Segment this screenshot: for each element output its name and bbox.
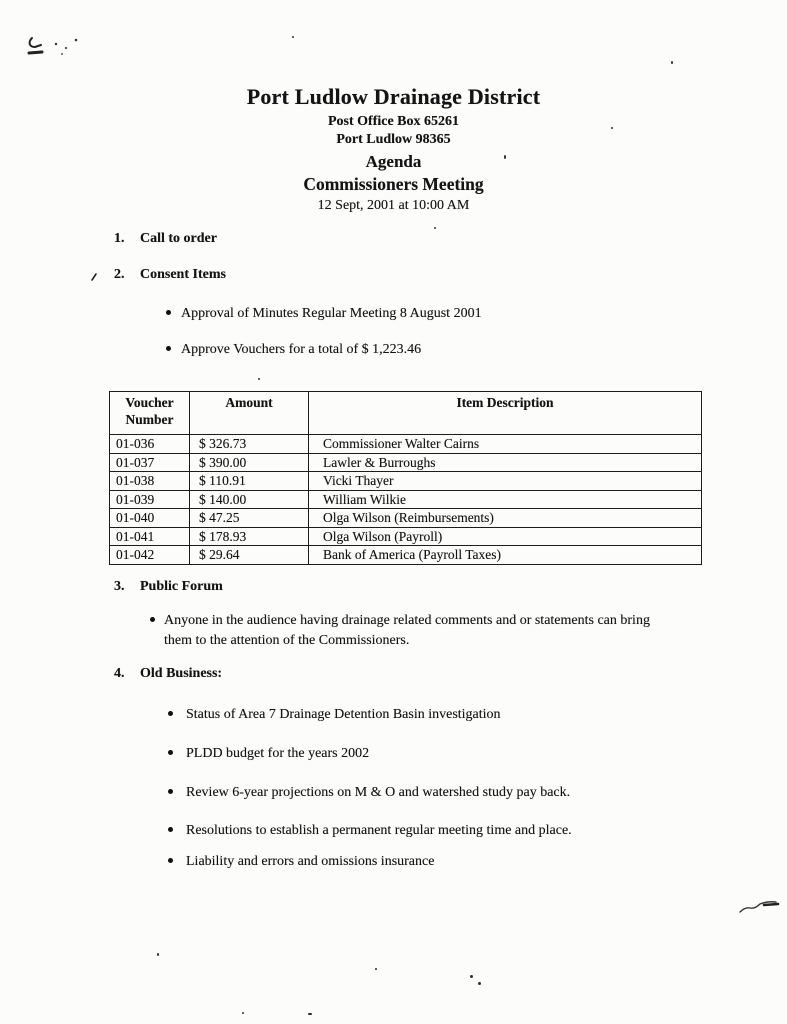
amount-cell: $ 29.64 — [190, 546, 309, 565]
voucher-table-header — [110, 392, 702, 435]
voucher-number-cell: 01-039 — [110, 490, 190, 509]
bullet-text: Status of Area 7 Drainage Detention Basin investigation — [186, 707, 501, 722]
voucher-number-cell: 01-040 — [110, 509, 190, 528]
amount-cell: $ 178.93 — [190, 527, 309, 546]
bullet-text: PLDD budget for the years 2002 — [186, 746, 370, 761]
bullet-icon — [166, 310, 171, 315]
voucher-number-cell: 01-037 — [110, 453, 190, 472]
bullet-icon — [150, 617, 155, 622]
col-header-amount: Amount — [190, 392, 309, 435]
bullet-item — [166, 304, 482, 324]
table-row — [110, 453, 702, 472]
scan-speck — [242, 1012, 244, 1014]
bullet-icon — [166, 346, 171, 351]
col-header-voucher-number: Voucher Number — [110, 392, 190, 435]
voucher-number-cell: 01-036 — [110, 435, 190, 454]
item-number: 4. — [114, 666, 125, 681]
voucher-table — [109, 391, 702, 565]
item-description-cell: Olga Wilson (Payroll) — [309, 527, 702, 546]
agenda-item-3 — [114, 579, 223, 595]
tick-mark-left-of-item-2 — [90, 272, 98, 282]
bullet-item — [168, 783, 570, 803]
table-row — [110, 527, 702, 546]
po-box-line: Post Office Box 65261 — [327, 114, 460, 129]
bullet-icon — [168, 750, 173, 755]
bullet-text: Approval of Minutes Regular Meeting 8 August 2001 — [181, 306, 482, 321]
city-zip-line: Port Ludlow 98365 — [336, 132, 451, 147]
bullet-text: Resolutions to establish a permanent regular meeting time and place. — [186, 823, 572, 838]
bullet-item — [168, 705, 501, 725]
doc-type-label: Agenda — [365, 152, 422, 171]
amount-cell: $ 140.00 — [190, 490, 309, 509]
scan-speck — [157, 953, 159, 956]
agenda-item-2 — [114, 267, 226, 283]
scan-speck — [258, 378, 260, 380]
bullet-icon — [168, 858, 173, 863]
bullet-item — [168, 852, 434, 872]
meeting-datetime: 12 Sept, 2001 at 10:00 AM — [317, 198, 470, 213]
scan-speck — [434, 227, 436, 229]
table-row — [110, 472, 702, 491]
voucher-number-cell: 01-041 — [110, 527, 190, 546]
bullet-text: Liability and errors and omissions insurance — [186, 854, 435, 869]
bullet-icon — [168, 827, 173, 832]
amount-cell: $ 110.91 — [190, 472, 309, 491]
item-number: 3. — [114, 579, 125, 594]
item-title: Old Business: — [140, 666, 223, 681]
amount-cell: $ 47.25 — [190, 509, 309, 528]
item-title: Call to order — [140, 231, 217, 246]
table-row — [110, 509, 702, 528]
bullet-item — [168, 744, 369, 764]
item-description-cell: William Wilkie — [309, 490, 702, 509]
voucher-number-cell: 01-042 — [110, 546, 190, 565]
bullet-item — [168, 821, 572, 841]
scan-speck — [375, 968, 377, 970]
pen-squiggle-bottom-right — [738, 899, 782, 915]
scan-speck — [470, 975, 473, 978]
amount-cell: $ 390.00 — [190, 453, 309, 472]
item-title: Consent Items — [140, 267, 226, 282]
scan-speck — [478, 982, 481, 985]
table-row — [110, 490, 702, 509]
item-title: Public Forum — [140, 579, 223, 594]
agenda-item-4 — [114, 666, 222, 682]
amount-cell: $ 326.73 — [190, 435, 309, 454]
item-number: 2. — [114, 267, 125, 282]
item-description-cell: Commissioner Walter Cairns — [309, 435, 702, 454]
item-number: 1. — [114, 231, 125, 246]
scan-speck — [292, 36, 294, 38]
scan-speck — [671, 61, 673, 64]
bullet-icon — [168, 789, 173, 794]
meeting-title: Commissioners Meeting — [303, 174, 484, 194]
bullet-icon — [168, 711, 173, 716]
document-header — [0, 84, 787, 214]
table-row — [110, 435, 702, 454]
bullet-text: Approve Vouchers for a total of $ 1,223.46 — [181, 342, 422, 357]
item-description-cell: Olga Wilson (Reimbursements) — [309, 509, 702, 528]
item-description-cell: Bank of America (Payroll Taxes) — [309, 546, 702, 565]
voucher-number-cell: 01-038 — [110, 472, 190, 491]
pen-scribble-top-left — [26, 33, 84, 59]
item-description-cell: Vicki Thayer — [309, 472, 702, 491]
scan-speck — [308, 1013, 312, 1015]
district-title: Port Ludlow Drainage District — [246, 84, 541, 109]
agenda-item-1 — [114, 231, 217, 247]
table-row — [110, 546, 702, 565]
bullet-text: Anyone in the audience having drainage related comments and or statements can bring them to the attention of the Commissioners. — [164, 613, 650, 648]
item-description-cell: Lawler & Burroughs — [309, 453, 702, 472]
bullet-item — [150, 611, 666, 650]
col-header-item-description: Item Description — [309, 392, 702, 435]
bullet-item — [166, 340, 421, 360]
bullet-text: Review 6-year projections on M & O and watershed study pay back. — [186, 785, 571, 800]
